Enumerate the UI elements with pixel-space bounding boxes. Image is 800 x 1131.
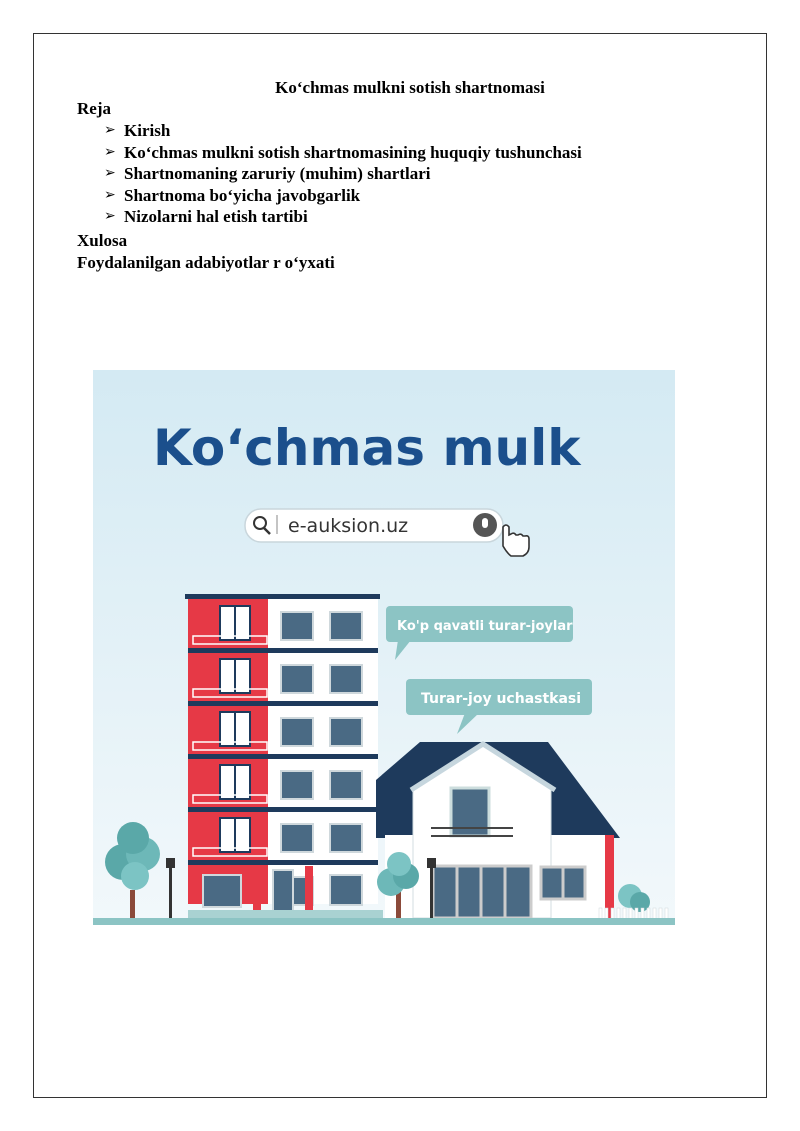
plan-item: [104, 185, 582, 207]
bubble-apartments-text: Ko'p qavatli turar-joylar: [397, 619, 573, 634]
conclusion-heading: Xulosa: [77, 231, 128, 250]
bubble-land-text: Turar-joy uchastkasi: [421, 691, 582, 707]
plan-item-label: Ko‘chmas mulkni sotish shartnomasining huquqiy tushunchasi: [124, 142, 582, 162]
floor-slab: [188, 860, 378, 865]
arrow-bullet-icon: ➢: [104, 165, 116, 182]
plan-item: [104, 120, 582, 142]
apartment-building: [185, 594, 380, 918]
entrance-pillar: [305, 866, 313, 912]
plan-item-label: Nizolarni hal etish tartibi: [124, 207, 308, 227]
building-window: [330, 824, 362, 852]
building-window: [330, 718, 362, 746]
microphone-icon: [473, 513, 497, 537]
ground: [93, 918, 675, 925]
building-window: [330, 665, 362, 693]
building-window: [281, 718, 313, 746]
plan-list: [104, 120, 582, 228]
building-window: [330, 875, 362, 905]
floor-slab: [188, 701, 378, 706]
building-window: [281, 824, 313, 852]
arrow-bullet-icon: ➢: [104, 143, 116, 160]
real-estate-illustration: [93, 370, 675, 925]
floor-slab: [188, 754, 378, 759]
plan-item-label: Shartnoma bo‘yicha javobgarlik: [124, 185, 361, 205]
search-text: e-auksion.uz: [288, 515, 409, 537]
plan-item: [104, 206, 582, 228]
arrow-bullet-icon: ➢: [104, 208, 116, 225]
building-door: [273, 870, 293, 912]
floor-slab: [188, 648, 378, 653]
document-title: Ko‘chmas mulkni sotish shartnomasi: [275, 78, 545, 97]
building-window: [281, 612, 313, 640]
building-window: [203, 875, 241, 907]
floor-slab: [188, 807, 378, 812]
plan-item: [104, 163, 582, 185]
plan-item-label: Kirish: [124, 121, 171, 141]
arrow-bullet-icon: ➢: [104, 122, 116, 139]
plan-heading: Reja: [77, 99, 111, 118]
plan-item: [104, 142, 582, 164]
references-heading: Foydalanilgan adabiyotlar r o‘yxati: [77, 253, 335, 272]
illustration-headline: Koʻchmas mulk: [153, 419, 581, 477]
building-window: [281, 771, 313, 799]
building-window: [330, 612, 362, 640]
building-window: [330, 771, 362, 799]
front-steps: [188, 910, 383, 918]
arrow-bullet-icon: ➢: [104, 186, 116, 203]
entrance-pillar: [253, 866, 261, 912]
building-window: [281, 665, 313, 693]
plan-item-label: Shartnomaning zaruriy (muhim) shartlari: [124, 164, 431, 184]
